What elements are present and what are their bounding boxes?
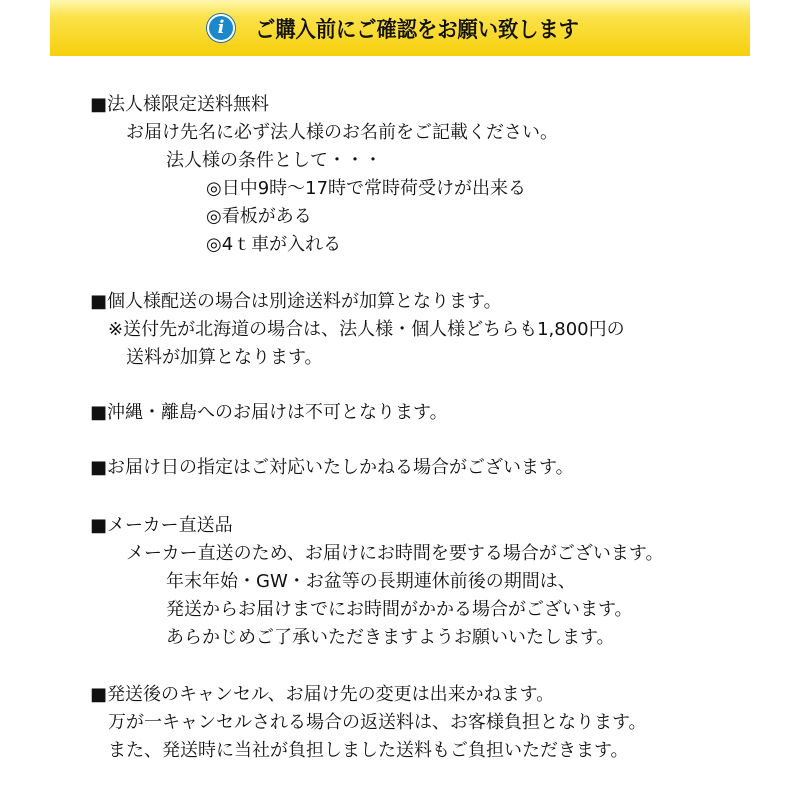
section-heading-okinawa: ■沖縄・離島へのお届けは不可となります。 [90, 402, 448, 423]
maker-direct-note: メーカー直送のため、お届けにお時間を要する場合がございます。 [126, 543, 664, 564]
hokkaido-note: ※送付先が北海道の場合は、法人様・個人様どちらも1,800円の [108, 319, 625, 340]
header-banner [50, 0, 750, 56]
hokkaido-note-cont: 送料が加算となります。 [126, 347, 323, 368]
section-heading-corporate: ■法人様限定送料無料 [90, 94, 270, 115]
info-icon: i [207, 14, 235, 42]
section-heading-cancel: ■発送後のキャンセル、お届け先の変更は出来かねます。 [90, 684, 555, 705]
maker-direct-detail: あらかじめご了承いただきますようお願いいたします。 [166, 627, 615, 648]
maker-direct-detail: 発送からお届けまでにお時間がかかる場合がございます。 [166, 599, 633, 620]
cancel-note: 万が一キャンセルされる場合の返送料は、お客様負担となります。 [108, 712, 647, 733]
corporate-conditions-label: 法人様の条件として・・・ [166, 150, 382, 171]
corporate-note: お届け先名に必ず法人様のお名前をご記載ください。 [126, 122, 558, 143]
section-heading-individual: ■個人様配送の場合は別途送料が加算となります。 [90, 291, 502, 312]
maker-direct-detail: 年末年始・GW・お盆等の長期連休前後の期間は、 [166, 571, 576, 592]
condition-item: ◎看板がある [206, 206, 312, 227]
condition-item: ◎日中9時～17時で常時荷受けが出来る [206, 178, 527, 199]
banner-title: ご購入前にご確認をお願い致します [255, 17, 579, 43]
section-heading-delivery-date: ■お届け日の指定はご対応いたしかねる場合がございます。 [90, 457, 574, 478]
section-heading-maker-direct: ■メーカー直送品 [90, 515, 233, 536]
condition-item: ◎4ｔ車が入れる [206, 234, 342, 255]
cancel-note: また、発送時に当社が負担しました送料もご負担いただきます。 [108, 740, 629, 761]
